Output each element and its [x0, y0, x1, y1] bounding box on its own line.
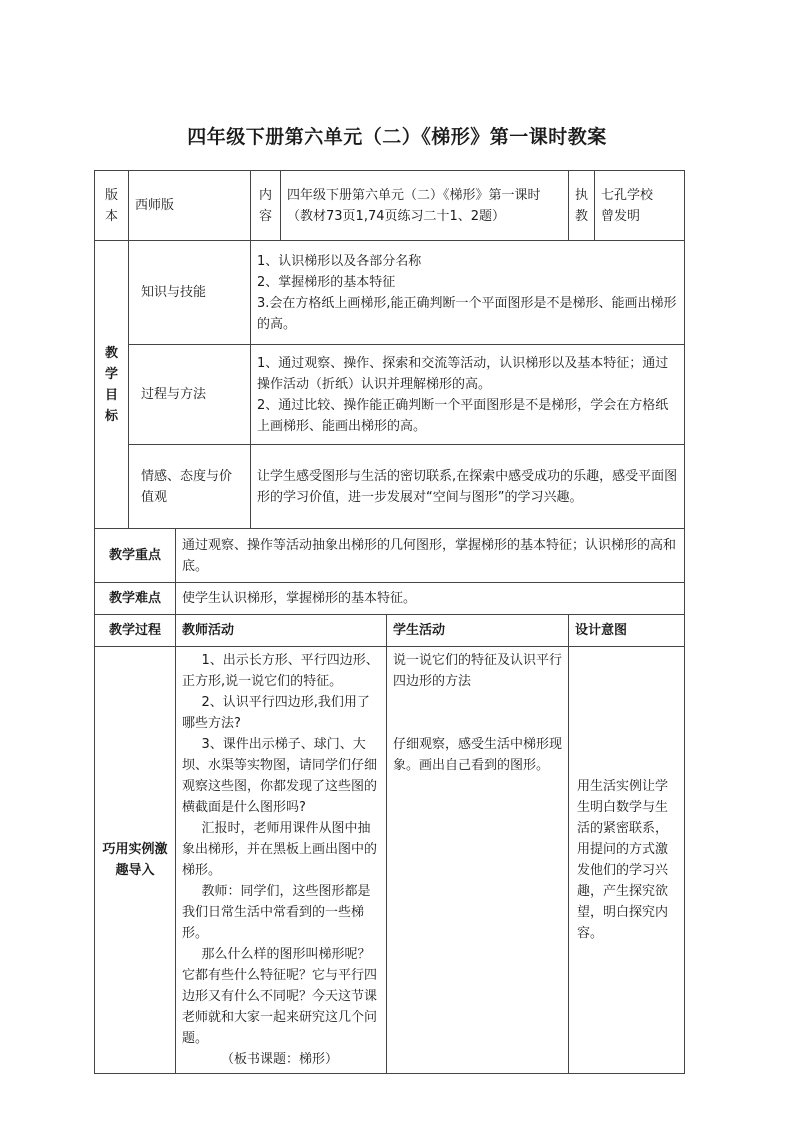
emotion-label: 情感、态度与价值观 — [129, 445, 251, 529]
intro-stage: 巧用实例激趣导入 — [95, 647, 176, 1074]
page-title: 四年级下册第六单元（二）《梯形》第一课时教案 — [187, 126, 607, 148]
version-label: 版 本 — [95, 171, 129, 241]
process-header-row — [95, 615, 685, 647]
key-point-label: 教学重点 — [95, 529, 176, 583]
objectives-label: 教 学 目 标 — [95, 241, 129, 529]
content-value: 四年级下册第六单元（二）《梯形》第一课时（教材73页1,74页练习二十1、2题） — [281, 171, 569, 241]
header-row — [95, 171, 685, 241]
difficulty-row — [95, 583, 685, 615]
student-activity-header: 学生活动 — [387, 615, 569, 647]
teacher-school: 七孔学校 — [601, 187, 654, 203]
teacher-value — [595, 171, 685, 241]
intro-teacher-activity: 1、出示长方形、平行四边形、正方形,说一说它们的特征。 2、认识平行四边形,我们用了哪些方法? 3、课件出示梯子、球门、大坝、水渠等实物图，请同学们仔细观察这些图，你都发现了这些图的横截面是什么图形吗? 汇报时，老师用课件从图中抽象出梯形，并在黑板上画出图中的梯形。 教师：同学们，这些图形都是我们日常生活中常看到的一些梯形。 那么什么样的图形叫梯形呢？它都有些什么特征呢？它与平行四边形又有什么不同呢？今天这节课老师就和大家一起来研究这几个问题。 （板书课题：梯形） — [176, 647, 387, 1074]
objective-knowledge-row — [95, 241, 685, 345]
process-text: 1、通过观察、操作、探索和交流等活动，认识梯形以及基本特征；通过操作活动（折纸）认识并理解梯形的高。 2、通过比较、操作能正确判断一个平面图形是不是梯形，学会在方格纸上画梯形、能画出梯形的高。 — [251, 345, 685, 445]
knowledge-label: 知识与技能 — [129, 241, 251, 345]
version-value: 西师版 — [129, 171, 251, 241]
difficulty-label: 教学难点 — [95, 583, 176, 615]
teacher-name: 曾发明 — [601, 208, 641, 224]
objective-emotion-row — [95, 445, 685, 529]
content-label: 内 容 — [251, 171, 281, 241]
process-label: 过程与方法 — [129, 345, 251, 445]
design-intent-header: 设计意图 — [569, 615, 685, 647]
intro-row — [95, 647, 685, 1074]
teacher-label: 执 教 — [569, 171, 595, 241]
teacher-activity-header: 教师活动 — [176, 615, 387, 647]
stage-header: 教学过程 — [95, 615, 176, 647]
knowledge-text: 1、认识梯形以及各部分名称 2、掌握梯形的基本特征 3.会在方格纸上画梯形,能正确判断一个平面图形是不是梯形、能画出梯形的高。 — [251, 241, 685, 345]
key-point-text: 通过观察、操作等活动抽象出梯形的几何图形，掌握梯形的基本特征；认识梯形的高和底。 — [176, 529, 685, 583]
lesson-plan-table — [94, 170, 685, 1074]
key-point-row — [95, 529, 685, 583]
objective-process-row — [95, 345, 685, 445]
emotion-text: 让学生感受图形与生活的密切联系,在探索中感受成功的乐趣，感受平面图形的学习价值，进一步发展对“空间与图形”的学习兴趣。 — [251, 445, 685, 529]
intro-student-activity: 说一说它们的特征及认识平行四边形的方法 仔细观察，感受生活中梯形现象。画出自己看到的图形。 — [387, 647, 569, 1074]
intro-design-intent: 用生活实例让学生明白数学与生活的紧密联系，用提问的方式激发他们的学习兴趣，产生探究欲望，明白探究内容。 — [569, 647, 685, 1074]
difficulty-text: 使学生认识梯形，掌握梯形的基本特征。 — [176, 583, 685, 615]
